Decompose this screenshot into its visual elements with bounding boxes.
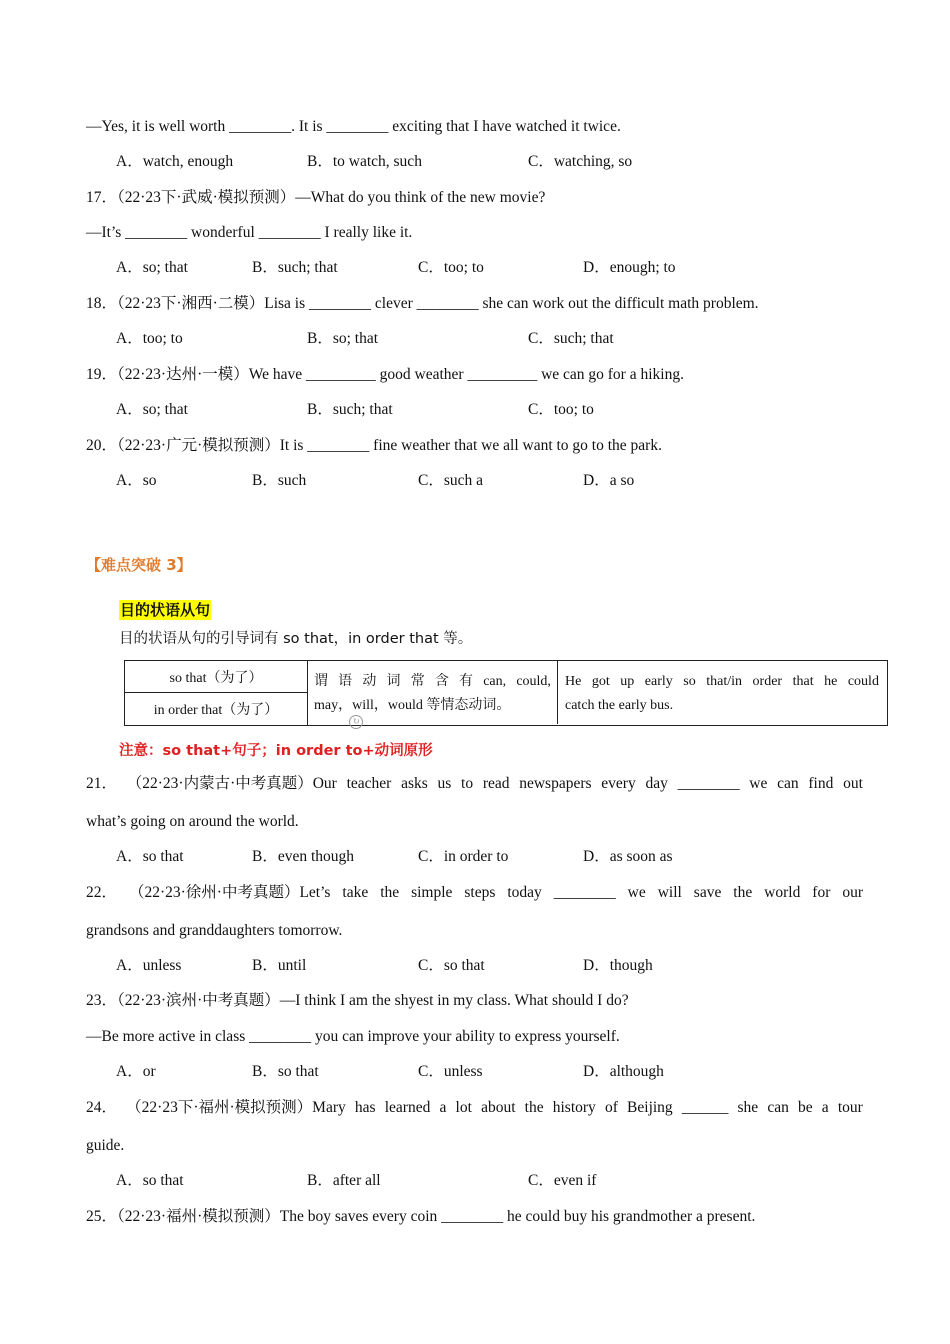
option-a: A．unless: [116, 957, 182, 974]
word: newspapers: [519, 775, 592, 792]
word: every: [601, 775, 636, 792]
word: about: [481, 1099, 516, 1116]
question-23: 23．（22·23·滨州·中考真题）—I think I am the shyest in my class. What should I do?: [86, 992, 629, 1009]
word: 21．: [86, 775, 118, 792]
word: 词: [386, 674, 401, 689]
word: can,: [483, 674, 507, 689]
word: a: [821, 1099, 829, 1116]
word: 谓: [314, 674, 328, 689]
word: steps: [464, 884, 496, 901]
word: 常: [410, 674, 425, 689]
option-b: B．even though: [252, 848, 355, 865]
question-22: [86, 883, 863, 903]
word: for: [812, 884, 831, 901]
word: a: [439, 1099, 447, 1116]
question-21-continued: what’s going on around the world.: [86, 813, 299, 830]
word: find: [808, 775, 834, 792]
option-b: B．to watch, such: [307, 153, 422, 170]
word: early: [644, 674, 673, 689]
modal-verbs-line-2: may，will，would 等情态动词。: [314, 698, 511, 713]
question-23-reply: —Be more active in class ________ you can improve your ability to express yourself.: [86, 1028, 620, 1045]
word: the: [733, 884, 753, 901]
word: the: [524, 1099, 544, 1116]
option-c: C．too; to: [528, 401, 594, 418]
option-c: C．in order to: [418, 848, 509, 865]
word: we: [627, 884, 646, 901]
modal-verbs-line-1: [314, 670, 551, 694]
question-19: 19．（22·23·达州·一模）We have _________ good weather _________ we can go for a hiking.: [86, 366, 684, 383]
word: we: [749, 775, 768, 792]
word: day: [645, 775, 668, 792]
question-25: 25．（22·23·福州·模拟预测）The boy saves every coin ________ he could buy his grandmother a present.: [86, 1208, 756, 1225]
word: Beijing: [627, 1099, 673, 1116]
question-16-text: —Yes, it is well worth ________. It is ________ exciting that I have watched it twice.: [86, 118, 621, 135]
option-a: A．too; to: [116, 330, 183, 347]
section-topic-highlight: 目的状语从句: [120, 601, 211, 619]
option-c: C．even if: [528, 1172, 597, 1189]
option-b: B．so; that: [307, 330, 379, 347]
word: world: [764, 884, 801, 901]
option-d: D．enough; to: [583, 259, 676, 276]
option-a: A．so; that: [116, 259, 188, 276]
option-a: A．or: [116, 1063, 156, 1080]
example-line-2: catch the early bus.: [565, 698, 674, 713]
loading-cursor-icon: ↻: [349, 715, 363, 729]
option-c: C．so that: [418, 957, 485, 974]
word: asks: [401, 775, 428, 792]
option-d: D．although: [583, 1063, 664, 1080]
option-b: B．such; that: [307, 401, 393, 418]
word: simple: [411, 884, 453, 901]
section-heading: 【难点突破 3】: [86, 556, 192, 574]
question-17-reply: —It’s ________ wonderful ________ I really like it.: [86, 224, 413, 241]
option-b: B．so that: [252, 1063, 319, 1080]
option-b: B．after all: [307, 1172, 381, 1189]
example-line-1: [565, 670, 879, 694]
option-c: C．such; that: [528, 330, 614, 347]
option-a: A．so: [116, 472, 157, 489]
question-17: 17．（22·23下·武威·模拟预测）—What do you think of the new movie?: [86, 189, 546, 206]
word: the: [380, 884, 400, 901]
option-a: A．watch, enough: [116, 153, 234, 170]
word: can: [777, 775, 799, 792]
question-22-continued: grandsons and granddaughters tomorrow.: [86, 922, 343, 939]
word: he: [824, 674, 838, 689]
word: she: [737, 1099, 759, 1116]
question-21: [86, 774, 863, 794]
option-d: D．a so: [583, 472, 635, 489]
word: 24．: [86, 1099, 118, 1116]
word: that/in: [706, 674, 743, 689]
word: can: [767, 1099, 789, 1116]
option-d: D．though: [583, 957, 653, 974]
word: could,: [516, 674, 551, 689]
word: to: [461, 775, 474, 792]
word: could: [847, 674, 879, 689]
word: （22·23·徐州·中考真题）Let’s: [128, 884, 331, 901]
word: us: [437, 775, 452, 792]
word: He: [565, 674, 582, 689]
word: out: [843, 775, 863, 792]
table-cell-in-order-that: in order that（为了）: [125, 693, 308, 725]
word: 语: [338, 674, 353, 689]
section-intro: 目的状语从句的引导词有 so that，in order that 等。: [119, 631, 473, 647]
word: teacher: [346, 775, 392, 792]
word: lot: [455, 1099, 472, 1116]
option-a: A．so; that: [116, 401, 188, 418]
option-b: B．such: [252, 472, 307, 489]
option-c: C．unless: [418, 1063, 483, 1080]
word: so: [683, 674, 696, 689]
word: of: [604, 1099, 618, 1116]
word: 含: [434, 674, 449, 689]
word: ______: [681, 1099, 729, 1116]
word: our: [842, 884, 863, 901]
word: has: [354, 1099, 376, 1116]
option-a: A．so that: [116, 848, 184, 865]
grammar-note: 注意：so that+句子；in order to+动词原形: [119, 743, 433, 759]
grammar-table: [124, 660, 888, 726]
word: take: [342, 884, 369, 901]
word: history: [552, 1099, 596, 1116]
question-24: [86, 1098, 863, 1118]
word: got: [591, 674, 610, 689]
word: today: [507, 884, 542, 901]
word: （22·23·内蒙古·中考真题）Our: [126, 775, 337, 792]
option-b: B．such; that: [252, 259, 338, 276]
word: be: [798, 1099, 813, 1116]
option-b: B．until: [252, 957, 307, 974]
word: read: [482, 775, 510, 792]
word: order: [752, 674, 783, 689]
question-20: 20．（22·23·广元·模拟预测）It is ________ fine weather that we all want to go to the park.: [86, 437, 662, 454]
table-cell-example: [558, 661, 886, 724]
option-c: C．too; to: [418, 259, 484, 276]
word: save: [693, 884, 722, 901]
word: 动: [362, 674, 377, 689]
question-24-continued: guide.: [86, 1137, 125, 1154]
word: ________: [677, 775, 740, 792]
table-cell-modal-verbs: [308, 661, 558, 724]
word: ________: [553, 884, 616, 901]
option-d: D．as soon as: [583, 848, 673, 865]
word: up: [620, 674, 635, 689]
question-18: 18．（22·23下·湘西·二模）Lisa is ________ clever ________ she can work out the difficult math problem.: [86, 295, 759, 312]
option-c: C．such a: [418, 472, 484, 489]
word: that: [792, 674, 814, 689]
option-a: A．so that: [116, 1172, 184, 1189]
option-c: C．watching, so: [528, 153, 633, 170]
word: learned: [384, 1099, 431, 1116]
word: 有: [459, 674, 474, 689]
word: will: [657, 884, 682, 901]
word: （22·23下·福州·模拟预测）Mary: [126, 1099, 346, 1116]
word: tour: [837, 1099, 863, 1116]
table-cell-so-that: so that（为了）: [125, 661, 308, 693]
word: 22．: [86, 884, 118, 901]
